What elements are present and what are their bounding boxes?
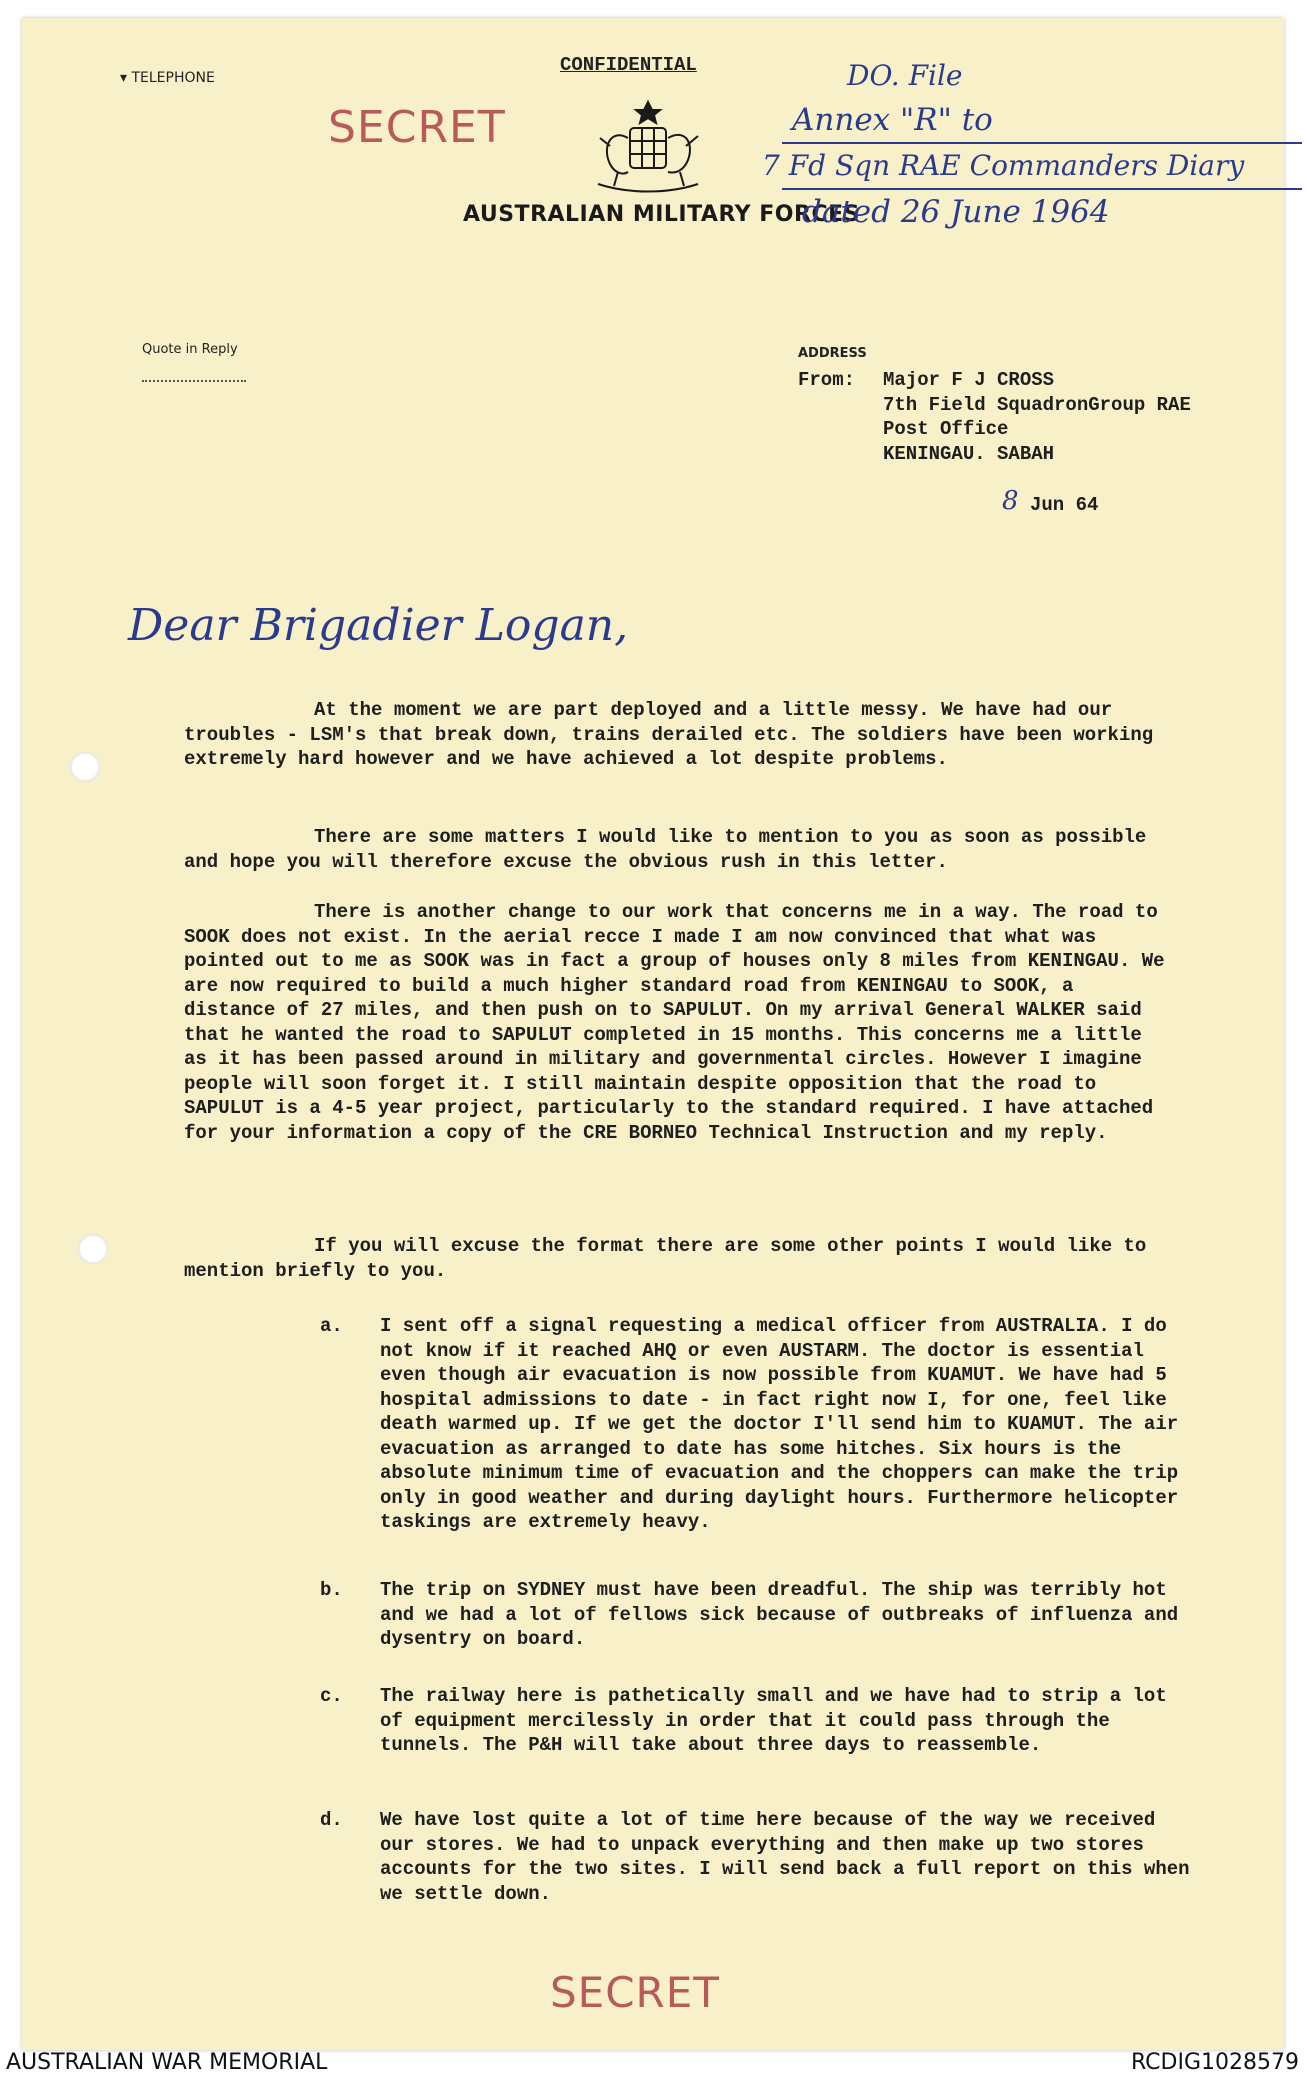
arrow-icon: ▾ [120,70,132,86]
address-line: 7th Field SquadronGroup RAE [883,393,1191,416]
secret-stamp-top: SECRET [328,102,506,153]
list-item-letter: a. [320,1315,343,1337]
annotation-line-4: dated 26 June 1964 [802,194,1110,230]
letter-page [22,18,1284,2050]
annotation-line-2: Annex "R" to [792,102,993,138]
annotation-line-3: 7 Fd Sqn RAE Commanders Diary [762,149,1245,182]
address-label: ADDRESS [798,346,867,361]
date-day-handwritten: 8 [1002,486,1019,516]
list-item-c [320,1684,1200,1758]
footer-source: AUSTRALIAN WAR MEMORIAL [6,2050,328,2075]
from-label: From: [798,369,856,391]
coat-of-arms-icon [588,98,708,198]
footer-reference: RCDIG1028579 [1130,2050,1299,2075]
list-item-a [320,1314,1200,1535]
list-item-letter: c. [320,1685,343,1707]
address-line: Post Office [883,418,1009,440]
list-item-letter: b. [320,1579,343,1601]
list-item-b [320,1578,1200,1652]
paragraph: There are some matters I would like to mention to you as soon as possible and hope you will therefore excuse the obvious rush in this letter. [184,826,1147,873]
list-item-text: The railway here is pathetically small and we have had to strip a lot of equipment mercilessly in order that it could pass through the tunnels. The P&H will take about three days to reassemble. [380,1685,1167,1756]
paragraph: There is another change to our work that concerns me in a way. The road to SOOK does not exist. In the aerial recce I made I am now convinced that what was pointed out to me as SOOK was in fact a group of houses only 8 miles from KENINGAU. We are now required to build a much higher standard road from KENINGAU to SOOK, a distance of 27 miles, and then push on to SAPULUT. On my arrival General WALKER said that he wanted the road to SAPULUT completed in 15 months. This concerns me a little as it has been passed around in military and governmental circles. However I imagine people will soon forget it. I still maintain despite opposition that the road to SAPULUT is a 4-5 year project, particularly to the standard required. I have attached for your information a copy of the CRE BORNEO Technical Instruction and my reply. [184,901,1165,1144]
organisation-title: AUSTRALIAN MILITARY FORCES [463,202,860,227]
quote-in-reply-label: Quote in Reply [142,342,238,357]
handwritten-annotation [762,54,1302,234]
quote-reference-line [142,380,246,382]
list-item-d [320,1808,1200,1906]
address-line: KENINGAU. SABAH [883,442,1055,465]
punch-hole [70,752,100,782]
paragraph: If you will excuse the format there are some other points I would like to mention briefly to you. [184,1235,1147,1282]
annotation-line-1: DO. File [847,59,963,92]
confidential-heading: CONFIDENTIAL [560,54,697,76]
salutation: Dear Brigadier Logan, [128,600,629,651]
secret-stamp-bottom: SECRET [550,1968,720,2017]
address-line: Major F J CROSS [883,369,1055,391]
list-item-text: I sent off a signal requesting a medical officer from AUSTRALIA. I do not know if it reached AHQ or even AUSTARM. The doctor is essential even though air evacuation is now possible from KUAMUT. We have had 5 hospital admissions to date - in fact right now I, for one, feel like death warmed up. If we get the doctor I'll send him to KUAMUT. The air evacuation as arranged to date has some hitches. Six hours is the absolute minimum time of evacuation and the choppers can make the trip only in good weather and during daylight hours. Furthermore helicopter taskings are extremely heavy. [380,1315,1179,1533]
from-address-block [798,368,1191,466]
punch-hole [78,1234,108,1264]
paragraph: At the moment we are part deployed and a little messy. We have had our troubles - LSM's that break down, trains derailed etc. The soldiers have been working extremely hard however and we have achieved a lot despite problems. [184,699,1154,770]
date-text: Jun 64 [1030,494,1099,516]
list-item-text: The trip on SYDNEY must have been dreadful. The ship was terribly hot and we had a lot of fellows sick because of outbreaks of influenza and dysentry on board. [380,1579,1179,1650]
telephone-label: ▾ TELEPHONE [120,70,215,86]
list-item-text: We have lost quite a lot of time here because of the way we received our stores. We had to unpack everything and then make up two stores accounts for the two sites. I will send back a full report on this when we settle down. [380,1809,1190,1905]
list-item-letter: d. [320,1809,343,1831]
